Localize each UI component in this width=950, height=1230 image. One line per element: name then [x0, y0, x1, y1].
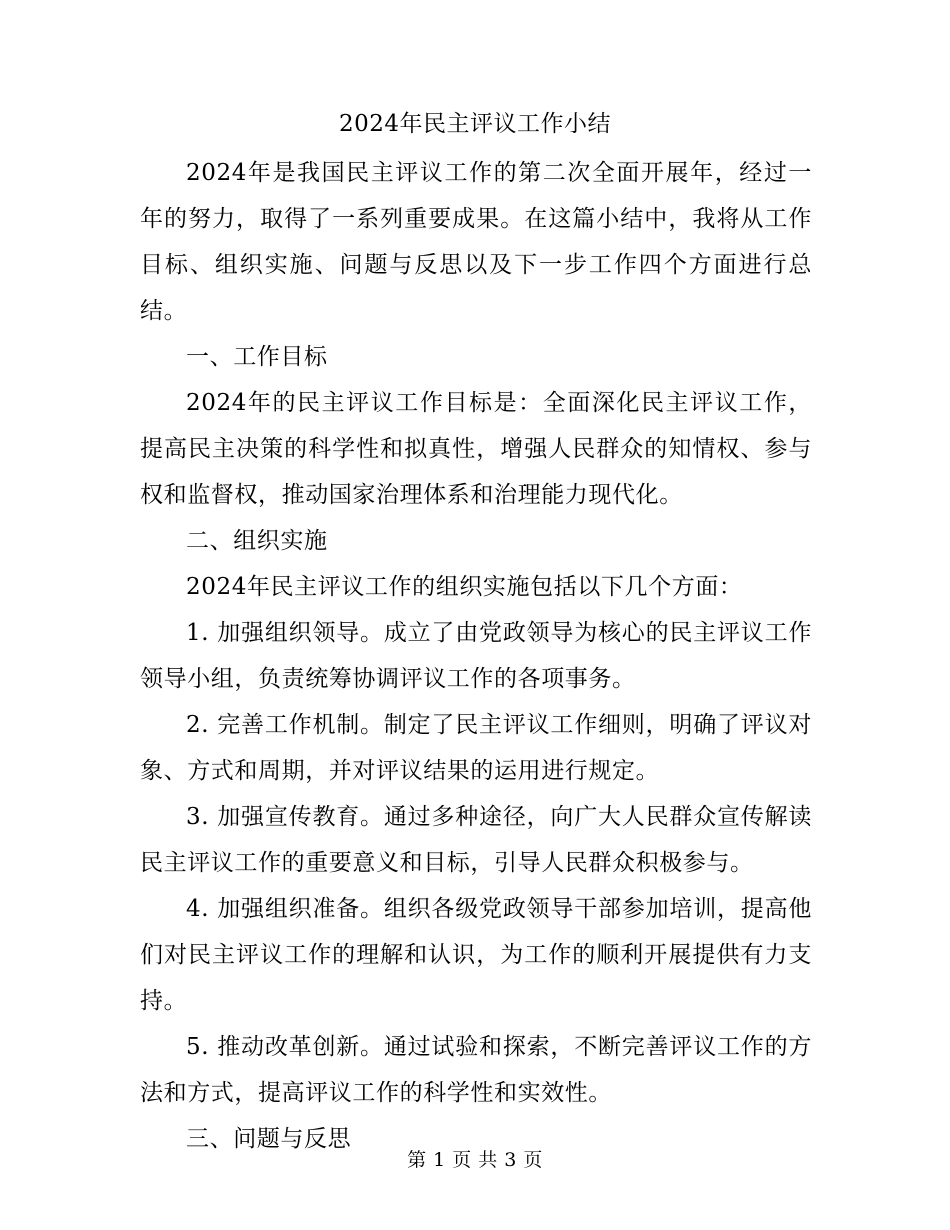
- section-heading-goals: 一、工作目标: [186, 344, 328, 370]
- list-item: 3. 加强宣传教育。通过多种途径，向广大人民群众宣传解读民主评议工作的重要意义和目标，引导人民群众积极参与。: [140, 804, 812, 876]
- list-item: 2. 完善工作机制。制定了民主评议工作细则，明确了评议对象、方式和周期，并对评议结果的运用进行规定。: [140, 712, 812, 784]
- list-item: 4. 加强组织准备。组织各级党政领导干部参加培训，提高他们对民主评议工作的理解和认识，为工作的顺利开展提供有力支持。: [140, 896, 812, 1014]
- page-number-footer: 第 1 页 共 3 页: [407, 1149, 543, 1171]
- document-title: 2024年民主评议工作小结: [338, 111, 612, 137]
- list-item: 5. 推动改革创新。通过试验和探索，不断完善评议工作的方法和方式，提高评议工作的科学性和实效性。: [140, 1034, 812, 1106]
- implementation-intro-paragraph: 2024年民主评议工作的组织实施包括以下几个方面：: [186, 574, 743, 600]
- section-heading-implementation: 二、组织实施: [186, 528, 328, 554]
- document-body: [140, 150, 812, 1162]
- intro-paragraph: 2024年是我国民主评议工作的第二次全面开展年，经过一年的努力，取得了一系列重要成果。在这篇小结中，我将从工作目标、组织实施、问题与反思以及下一步工作四个方面进行总结。: [140, 160, 812, 324]
- goals-paragraph: 2024年的民主评议工作目标是：全面深化民主评议工作，提高民主决策的科学性和拟真性，增强人民群众的知情权、参与权和监督权，推动国家治理体系和治理能力现代化。: [140, 390, 812, 508]
- list-item: 1. 加强组织领导。成立了由党政领导为核心的民主评议工作领导小组，负责统筹协调评议工作的各项事务。: [140, 620, 812, 692]
- section-heading-problems: 三、问题与反思: [186, 1126, 352, 1152]
